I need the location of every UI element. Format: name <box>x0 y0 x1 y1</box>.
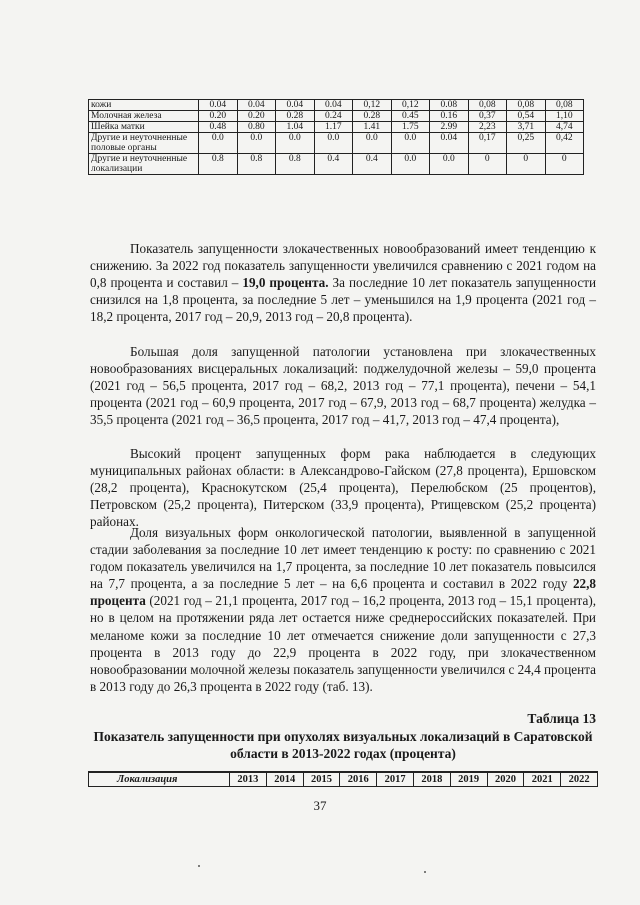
table-cell: 0.4 <box>353 154 392 175</box>
table-cell: 1.41 <box>353 122 392 133</box>
table-cell: 0.20 <box>237 111 276 122</box>
table-13-year-header: 2022 <box>561 772 598 787</box>
table-13-header-localization: Локализация <box>89 772 230 787</box>
table-cell: 0.16 <box>430 111 469 122</box>
row-label: Другие и неуточненные локализации <box>89 154 199 175</box>
table-cell: 0.04 <box>430 133 469 154</box>
paragraph-visceral: Большая доля запущенной патологии установлена при злокачественных новообразованиях висцеральных локализаций: поджелудочной железы – 59,0 процента (2021 год – 56,5 процента, 2017 год – 68,2, 2013 год – 77,1 процента), печени – 54,1 процента (2021 год – 60,9 процента, 2017 год – 67,9, 2013 год – 68,7 процента) желудка – 35,5 процента (2021 год – 36,5 процента, 2017 год – 41,7, 2013 год – 47,4 процента), <box>90 344 596 428</box>
table-13-year-header: 2018 <box>413 772 450 787</box>
table-cell: 0.0 <box>353 133 392 154</box>
table-cell: 0,12 <box>391 100 430 111</box>
table-cell: 0.48 <box>199 122 238 133</box>
table-cell: 0.28 <box>276 111 315 122</box>
row-label: Молочная железа <box>89 111 199 122</box>
table-13-title: Показатель запущенности при опухолях визуальных локализаций в Саратовской области в 2013-2022 годах (процента) <box>93 729 593 761</box>
table-cell: 0 <box>468 154 507 175</box>
table-13-year-header: 2016 <box>340 772 377 787</box>
table-cell: 0.0 <box>237 133 276 154</box>
table-cell: 0.4 <box>314 154 353 175</box>
paragraph-districts: Высокий процент запущенных форм рака наблюдается в следующих муниципальных районах области: в Александрово-Гайском (27,8 процента), Ершовском (28,2 процента), Краснокутском (25,4 процента), Перелюбском (25 процентов), Петровском (25,2 процента), Питерском (33,9 процента), Ртищевском (25,2 процента) районах. <box>90 446 596 530</box>
table-cell: 0.8 <box>276 154 315 175</box>
table-cell: 0.08 <box>430 100 469 111</box>
row-label: кожи <box>89 100 199 111</box>
table-cell: 0.04 <box>237 100 276 111</box>
table-cell: 0.28 <box>353 111 392 122</box>
table-13-year-header: 2013 <box>230 772 267 787</box>
table-cell: 0.04 <box>199 100 238 111</box>
table-cell: 0.0 <box>391 154 430 175</box>
table-cell: 0,08 <box>468 100 507 111</box>
table-cell: 0.8 <box>237 154 276 175</box>
table-13-year-header: 2015 <box>303 772 340 787</box>
table-cell: 0,17 <box>468 133 507 154</box>
table-row <box>89 100 584 111</box>
page-number: 37 <box>313 798 327 813</box>
table-cell: 0.0 <box>430 154 469 175</box>
table-cell: 2.99 <box>430 122 469 133</box>
table-cell: 1.75 <box>391 122 430 133</box>
row-label: Другие и неуточненные половые органы <box>89 133 199 154</box>
table-13-year-header: 2014 <box>266 772 303 787</box>
table-row <box>89 122 584 133</box>
table-cell: 0.45 <box>391 111 430 122</box>
table-cell: 0,37 <box>468 111 507 122</box>
top-data-table <box>88 99 584 175</box>
table-cell: 0.80 <box>237 122 276 133</box>
table-cell: 0.24 <box>314 111 353 122</box>
paragraph-visual-forms: Доля визуальных форм онкологической патологии, выявленной в запущенной стадии заболевания за последние 10 лет имеет тенденцию к росту: по сравнению с 2021 годом показатель увеличился на 1,7 процента, за последние 10 лет показатель повысился на 7,7 процента, а за последние 5 лет – на 6,6 процента и составил в 2022 году 22,8 процента (2021 год – 21,1 процента, 2017 год – 16,2 процента, 2013 год – 15,1 процента), но в целом на протяжении ряда лет остается ниже среднероссийских показателей. При меланоме кожи за последние 10 лет отмечается снижение доли запущенности с 27,3 процента в 2013 году до 22,9 процента в 2022 году, при злокачественном новообразовании молочной железы показатель запущенности увеличился с 24,4 процента в 2013 году до 26,3 процента в 2022 году (таб. 13). <box>90 525 597 694</box>
table-13-year-header: 2020 <box>487 772 524 787</box>
row-label: Шейка матки <box>89 122 199 133</box>
table-cell: 0.0 <box>276 133 315 154</box>
table-cell: 0 <box>545 154 584 175</box>
table-cell: 0.0 <box>314 133 353 154</box>
table-cell: 2,23 <box>468 122 507 133</box>
scan-speck <box>198 865 200 867</box>
table-cell: 0,08 <box>545 100 584 111</box>
table-cell: 0,12 <box>353 100 392 111</box>
table-cell: 1,10 <box>545 111 584 122</box>
table-13-year-header: 2021 <box>524 772 561 787</box>
table-cell: 0 <box>507 154 546 175</box>
table-row <box>89 133 584 154</box>
table-cell: 0,42 <box>545 133 584 154</box>
table-cell: 0.20 <box>199 111 238 122</box>
table-row <box>89 154 584 175</box>
table-13-label: Таблица 13 <box>527 711 596 726</box>
table-cell: 0.0 <box>199 133 238 154</box>
table-cell: 0,54 <box>507 111 546 122</box>
scan-speck <box>424 871 426 873</box>
table-13-year-header: 2019 <box>450 772 487 787</box>
table-cell: 1.04 <box>276 122 315 133</box>
table-cell: 0.0 <box>391 133 430 154</box>
table-cell: 3,71 <box>507 122 546 133</box>
table-13-header <box>88 771 598 787</box>
table-cell: 0,08 <box>507 100 546 111</box>
table-cell: 0,25 <box>507 133 546 154</box>
table-cell: 0.8 <box>199 154 238 175</box>
table-cell: 0.04 <box>276 100 315 111</box>
table-cell: 4,74 <box>545 122 584 133</box>
paragraph-neglect-overall: Показатель запущенности злокачественных новообразований имеет тенденцию к снижению. За 2022 год показатель запущенности увеличился сравнению с 2021 годом на 0,8 процента и составил – 19,0 процента. За последние 10 лет показатель запущенности снизился на 1,8 процента, за последние 5 лет – уменьшился на 1,9 процента (2021 год – 18,2 процента, 2017 год – 20,9, 2013 год – 20,8 процента). <box>90 241 597 325</box>
table-cell: 0.04 <box>314 100 353 111</box>
table-13-year-header: 2017 <box>377 772 414 787</box>
table-cell: 1.17 <box>314 122 353 133</box>
table-row <box>89 111 584 122</box>
